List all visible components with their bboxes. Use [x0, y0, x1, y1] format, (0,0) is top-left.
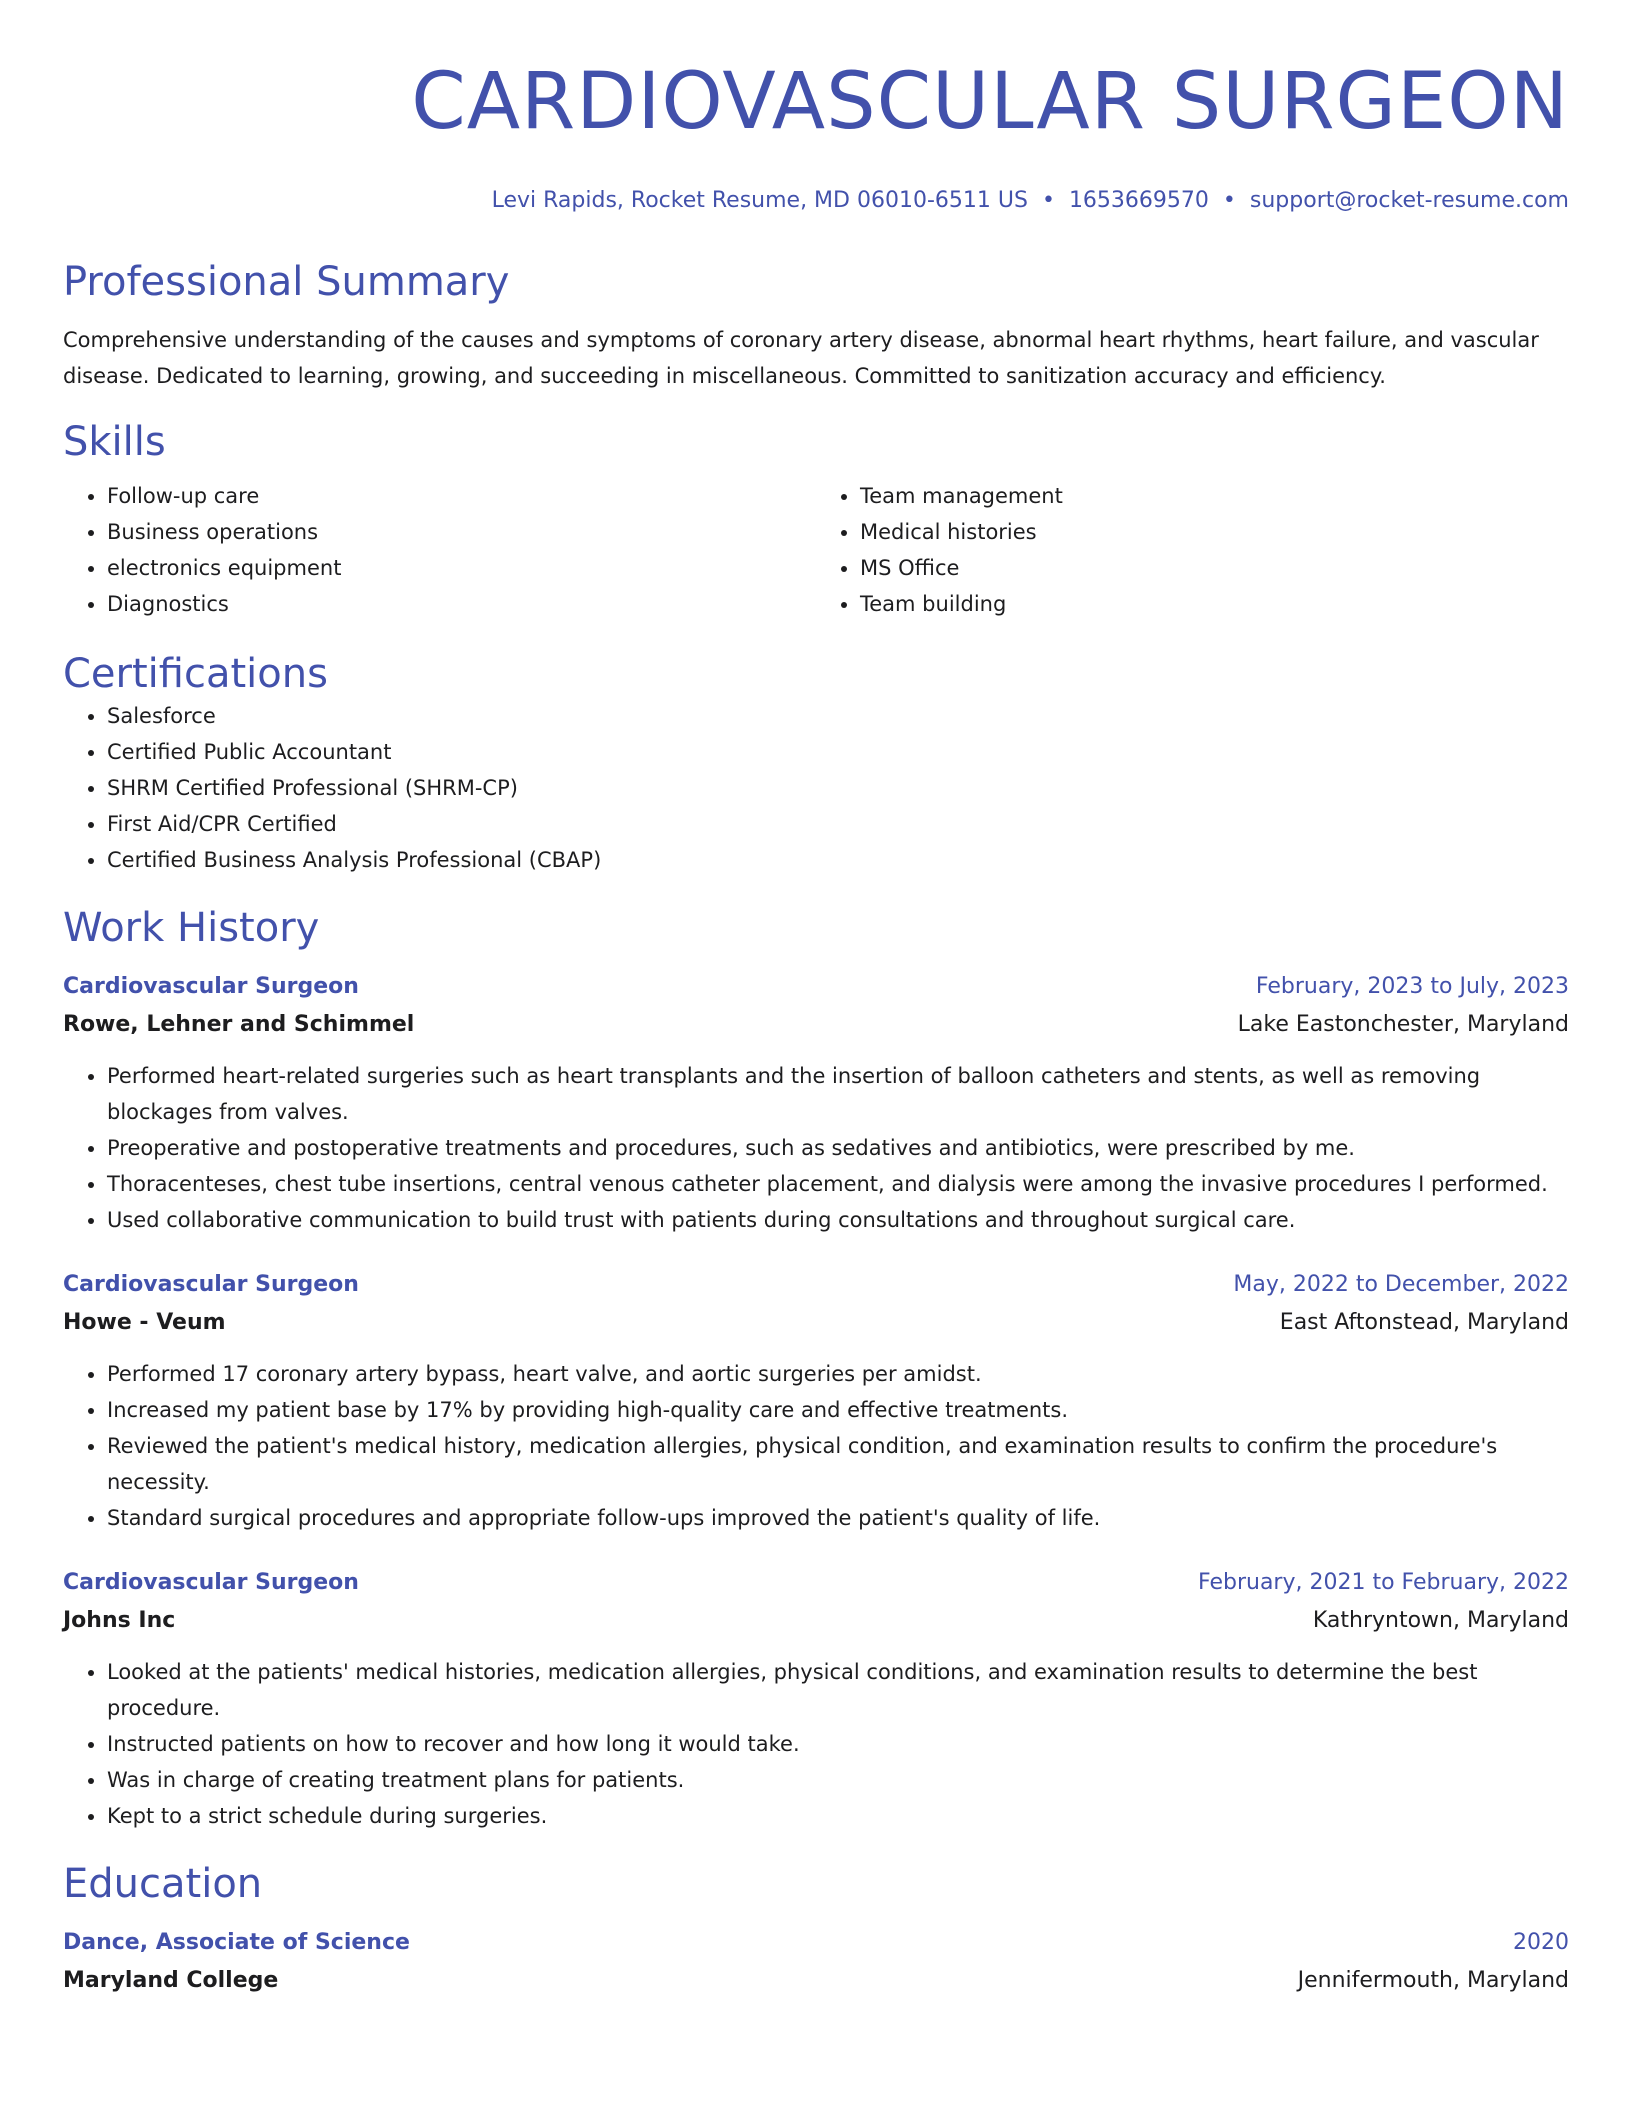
- skills-list-left: [63, 478, 816, 622]
- contact-phone: 1653669570: [1068, 188, 1209, 213]
- job-bullet: • Standard surgical procedures and appropriate follow-ups improved the patient's quality of life.: [107, 1500, 1569, 1536]
- job-company-row: [63, 1006, 1569, 1044]
- job-company: Howe - Veum: [63, 1310, 226, 1335]
- skills-list-right: [816, 478, 1569, 622]
- contact-address: Levi Rapids, Rocket Resume, MD 06010-6511 US: [491, 188, 1028, 213]
- job-title: Cardiovascular Surgeon: [63, 1272, 359, 1297]
- skill-item: • Follow-up care: [107, 478, 816, 514]
- job-entry: [63, 1564, 1569, 1834]
- certifications-heading: Certifications: [63, 651, 328, 697]
- job-bullet: • Thoracenteses, chest tube insertions, central venous catheter placement, and dialysis were among the invasive procedures I performed.: [107, 1166, 1569, 1202]
- job-bullet: • Was in charge of creating treatment plans for patients.: [107, 1762, 1569, 1798]
- education-entry: [63, 1924, 1569, 2000]
- job-location: Kathryntown, Maryland: [1312, 1608, 1569, 1633]
- skill-item: • Team management: [860, 478, 1569, 514]
- education-header-row: [63, 1924, 1569, 1962]
- contact-separator: •: [1041, 188, 1055, 213]
- resume-header: [63, 0, 1569, 216]
- contact-line: [63, 186, 1569, 216]
- skill-item: • Business operations: [107, 514, 816, 550]
- job-dates: February, 2023 to July, 2023: [1255, 974, 1569, 999]
- contact-separator: •: [1222, 188, 1236, 213]
- resume-title: CARDIOVASCULAR SURGEON: [411, 57, 1569, 147]
- job-location: East Aftonstead, Maryland: [1279, 1310, 1569, 1335]
- job-company: Rowe, Lehner and Schimmel: [63, 1012, 415, 1037]
- job-bullet: • Performed 17 coronary artery bypass, heart valve, and aortic surgeries per amidst.: [107, 1356, 1569, 1392]
- job-bullets: [63, 1654, 1569, 1834]
- education-school: Maryland College: [63, 1968, 279, 1993]
- summary-text: Comprehensive understanding of the causes and symptoms of coronary artery disease, abnormal heart rhythms, heart failure, and vascular disease. Dedicated to learning, growing, and succeeding in miscellaneous. Committed to sanitization accuracy and efficiency.: [63, 328, 1539, 388]
- education-location: Jennifermouth, Maryland: [1297, 1968, 1569, 1993]
- job-bullets: [63, 1356, 1569, 1536]
- job-bullet: • Increased my patient base by 17% by providing high-quality care and effective treatments.: [107, 1392, 1569, 1428]
- job-company-row: [63, 1602, 1569, 1640]
- skill-item: • electronics equipment: [107, 550, 816, 586]
- skill-item: • Team building: [860, 586, 1569, 622]
- job-bullet: • Reviewed the patient's medical history, medication allergies, physical condition, and examination results to confirm the procedure's necessity.: [107, 1428, 1569, 1500]
- job-entry: [63, 1266, 1569, 1536]
- job-bullet: • Performed heart-related surgeries such as heart transplants and the insertion of balloon catheters and stents, as well as removing blockages from valves.: [107, 1058, 1569, 1130]
- certification-item: • Certified Business Analysis Professional (CBAP): [107, 842, 1569, 878]
- certification-item: • SHRM Certified Professional (SHRM-CP): [107, 770, 1569, 806]
- education-degree: Dance, Associate of Science: [63, 1930, 410, 1955]
- certification-item: • First Aid/CPR Certified: [107, 806, 1569, 842]
- job-bullet: • Kept to a strict schedule during surgeries.: [107, 1798, 1569, 1834]
- job-bullet: • Instructed patients on how to recover and how long it would take.: [107, 1726, 1569, 1762]
- skill-item: • Medical histories: [860, 514, 1569, 550]
- skills-heading: Skills: [63, 419, 166, 465]
- education-heading: Education: [63, 1861, 263, 1907]
- job-entry: [63, 968, 1569, 1238]
- job-bullet: • Looked at the patients' medical histories, medication allergies, physical conditions, and examination results to determine the best procedure.: [107, 1654, 1569, 1726]
- job-bullet: • Preoperative and postoperative treatments and procedures, such as sedatives and antibiotics, were prescribed by me.: [107, 1130, 1569, 1166]
- job-bullets: [63, 1058, 1569, 1238]
- job-header-row: [63, 1266, 1569, 1304]
- job-dates: February, 2021 to February, 2022: [1198, 1570, 1569, 1595]
- job-company: Johns Inc: [63, 1608, 176, 1633]
- contact-email: support@rocket-resume.com: [1249, 188, 1569, 213]
- skill-item: • MS Office: [860, 550, 1569, 586]
- job-bullet: • Used collaborative communication to build trust with patients during consultations and throughout surgical care.: [107, 1202, 1569, 1238]
- education-school-row: [63, 1962, 1569, 2000]
- skill-item: • Diagnostics: [107, 586, 816, 622]
- certification-item: • Certified Public Accountant: [107, 734, 1569, 770]
- job-header-row: [63, 1564, 1569, 1602]
- job-header-row: [63, 968, 1569, 1006]
- summary-heading: Professional Summary: [63, 259, 510, 305]
- job-title: Cardiovascular Surgeon: [63, 1570, 359, 1595]
- education-year: 2020: [1513, 1930, 1569, 1955]
- work-history-heading: Work History: [63, 905, 320, 951]
- certification-item: • Salesforce: [107, 698, 1569, 734]
- skills-columns: [63, 478, 1569, 622]
- job-title: Cardiovascular Surgeon: [63, 974, 359, 999]
- job-location: Lake Eastonchester, Maryland: [1237, 1012, 1569, 1037]
- certifications-list: [63, 698, 1569, 878]
- job-dates: May, 2022 to December, 2022: [1233, 1272, 1569, 1297]
- job-company-row: [63, 1304, 1569, 1342]
